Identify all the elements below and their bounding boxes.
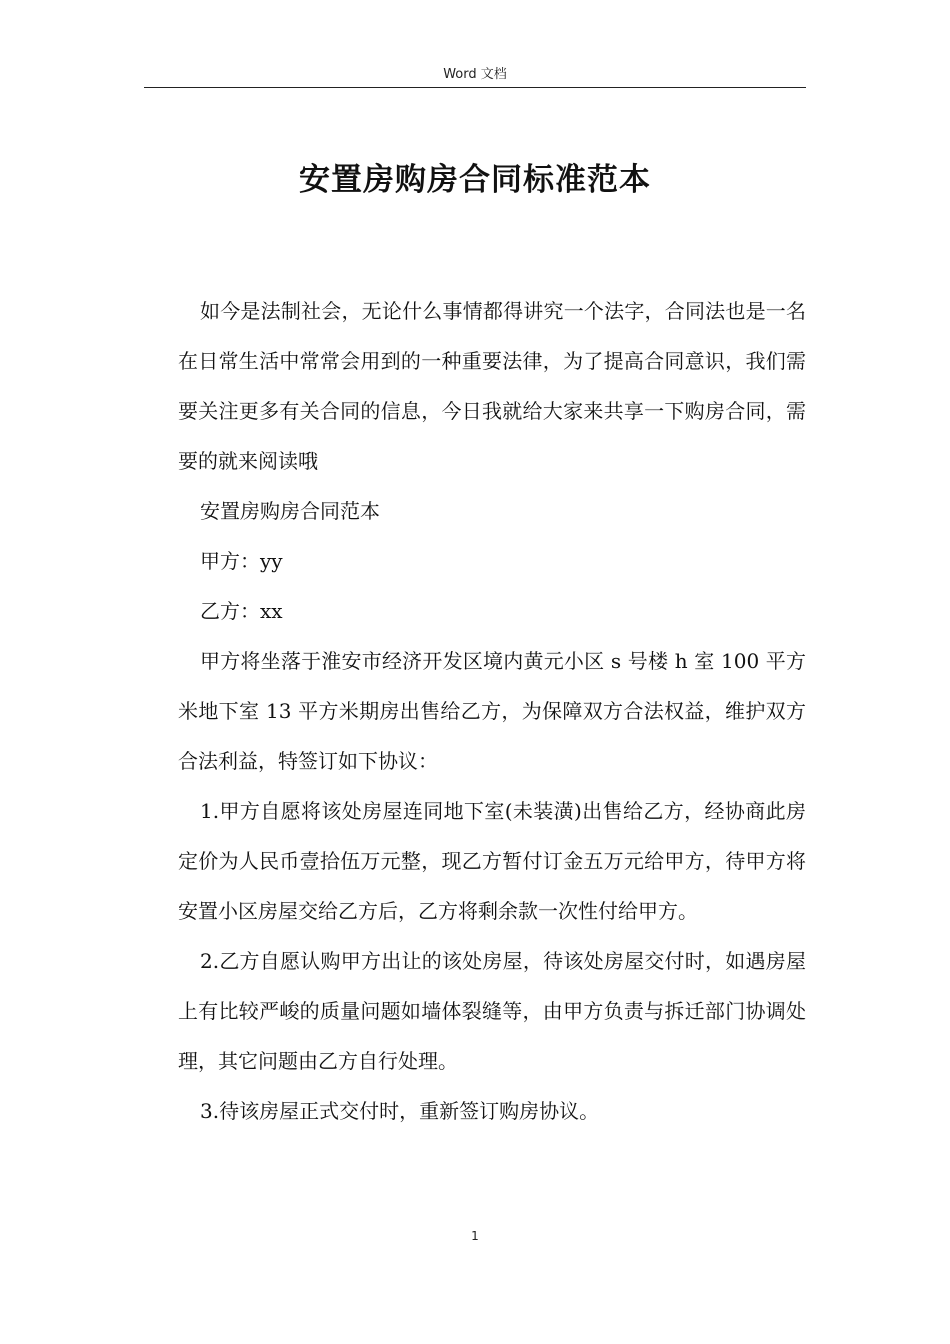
clause-2: 2.乙方自愿认购甲方出让的该处房屋，待该处房屋交付时，如遇房屋上有比较严峻的质量问题如墙体裂缝等，由甲方负责与拆迁部门协调处理，其它问题由乙方自行处理。 — [178, 949, 806, 1073]
party-b-line: 乙方：xx — [200, 599, 283, 623]
header-divider — [144, 87, 806, 88]
document-title: 安置房购房合同标准范本 — [299, 162, 651, 198]
property-description-paragraph: 甲方将坐落于淮安市经济开发区境内黄元小区 s 号楼 h 室 100 平方米地下室 13 平方米期房出售给乙方，为保障双方合法权益，维护双方合法利益，特签订如下协议： — [178, 649, 806, 773]
document-body — [178, 286, 806, 1136]
page-number: 1 — [471, 1229, 479, 1243]
party-a-line: 甲方：yy — [200, 549, 283, 573]
intro-paragraph: 如今是法制社会，无论什么事情都得讲究一个法字，合同法也是一名在日常生活中常常会用到的一种重要法律，为了提高合同意识，我们需要关注更多有关合同的信息，今日我就给大家来共享一下购房合同，需要的就来阅读哦 — [178, 299, 806, 473]
contract-subtitle: 安置房购房合同范本 — [200, 499, 380, 523]
clause-1: 1.甲方自愿将该处房屋连同地下室(未装潢)出售给乙方，经协商此房定价为人民币壹拾伍万元整，现乙方暂付订金五万元给甲方，待甲方将安置小区房屋交给乙方后，乙方将剩余款一次性付给甲方。 — [178, 799, 806, 923]
clause-3: 3.待该房屋正式交付时，重新签订购房协议。 — [200, 1099, 600, 1123]
page-header-label: Word 文档 — [443, 67, 507, 82]
